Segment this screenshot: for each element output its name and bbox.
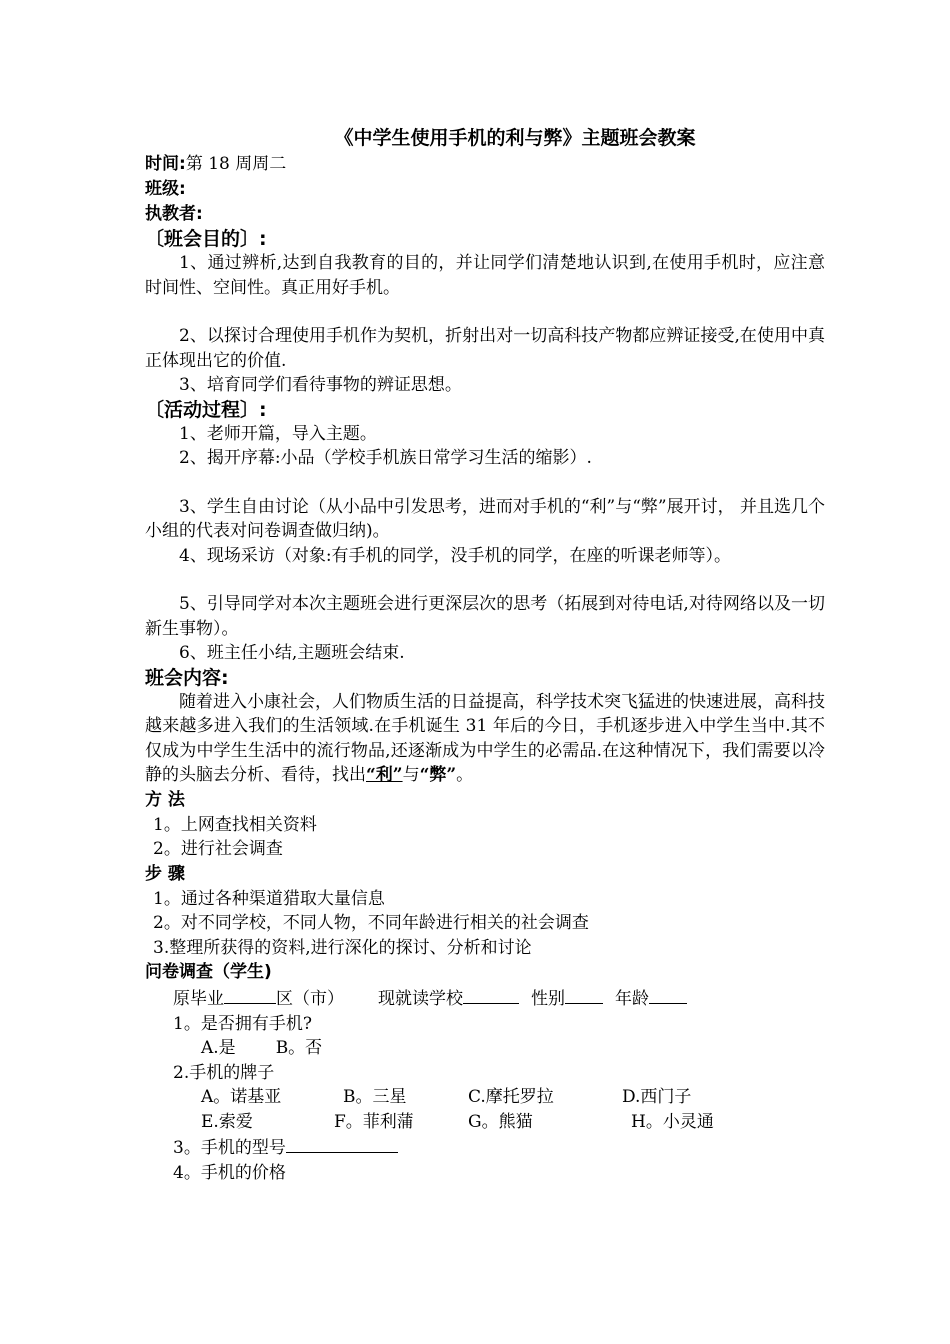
process-heading: 〔活动过程〕: [145,398,267,421]
q2-option-b[interactable]: B。三星 [343,1087,407,1107]
survey-q4: 4。手机的价格 [173,1162,286,1183]
survey-fields-row [145,985,825,1012]
q2-option-g[interactable]: G。熊猫 [468,1111,533,1132]
q2-option-f[interactable]: F。菲利蒲 [334,1111,414,1132]
process-item: 5、引导同学对本次主题班会进行更深层次的思考（拓展到对待电话,对待网络以及一切新生事物）。 [145,594,825,639]
word-and: 与 [402,765,420,785]
document-title: 《中学生使用手机的利与弊》主题班会教案 [334,127,696,149]
goal-item: 1、通过辨析,达到自我教育的目的，并让同学们清楚地认识到,在使用手机时，应注意时间性、空间性。真正用好手机。 [145,253,825,298]
class-label: 班级: [145,179,186,199]
method-heading: 方 法 [145,789,185,810]
age-label: 年龄 [615,989,649,1009]
q1-option-b[interactable]: B。否 [275,1038,323,1058]
content-text: 随着进入小康社会，人们物质生活的日益提高，科学技术突飞猛进的快速进展，高科技越来越多进入我们的生活领域.在手机诞生 31 年后的今日，手机逐步进入中学生当中.其不仅成为中学生生活中的流行物品,还逐渐成为中学生的必需品.在这种情况下，我们需要以冷静的头脑去分析、看待，找出 [145,691,825,785]
q2-options-row2 [145,1110,825,1135]
method-item: 2。进行社会调查 [153,839,283,859]
district-label: 区（市） [276,989,344,1009]
grad-blank[interactable] [224,985,276,1004]
survey-q2: 2.手机的牌子 [173,1062,275,1083]
time-value: 第 18 周周二 [185,154,287,174]
gender-label: 性别 [531,989,565,1009]
meta-teacher [145,202,825,227]
process-item: 2、揭开序幕:小品（学校手机族日常学习生活的缩影）. [179,448,592,468]
meta-time [145,152,825,177]
mark-li: “利” [366,765,403,785]
steps-item: 2。对不同学校，不同人物，不同年龄进行相关的社会调查 [153,913,589,933]
q2-options-row1 [145,1085,825,1110]
gender-blank[interactable] [565,985,603,1004]
content-paragraph [145,690,825,788]
survey-heading: 问卷调查（学生) [145,962,272,982]
document-content [145,124,825,1185]
q3-blank[interactable] [286,1134,398,1153]
content-heading: 班会内容: [145,666,229,689]
process-item: 1、老师开篇，导入主题。 [179,423,377,444]
time-label: 时间: [145,154,186,174]
q2-option-a[interactable]: A。诺基亚 [201,1087,282,1107]
age-blank[interactable] [649,985,687,1004]
q2-option-c[interactable]: C.摩托罗拉 [468,1087,554,1107]
school-blank[interactable] [463,985,519,1004]
process-item: 4、现场采访（对象:有手机的同学，没手机的同学，在座的听课老师等）。 [179,545,732,566]
goals-heading: 〔班会目的〕: [145,228,267,250]
goal-item: 2、以探讨合理使用手机作为契机，折射出对一切高科技产物都应辨证接受,在使用中真正体现出它的价值. [145,326,825,371]
q2-option-d[interactable]: D.西门子 [622,1087,692,1107]
process-item: 3、学生自由讨论（从小品中引发思考，进而对手机的“利”与“弊”展开讨， 并且选几个小组的代表对问卷调查做归纳)。 [145,496,825,541]
teacher-label: 执教者: [145,204,203,224]
method-item: 1。上网查找相关资料 [153,814,317,835]
meta-class [145,177,825,202]
q2-option-e[interactable]: E.索爱 [201,1111,253,1132]
survey-q1: 1。是否拥有手机? [173,1013,312,1034]
goal-item: 3、培育同学们看待事物的辨证思想。 [179,375,462,395]
q2-option-h[interactable]: H。小灵通 [631,1111,714,1132]
steps-heading: 步 骤 [145,863,185,884]
mark-bi: “弊” [419,765,457,785]
process-item: 6、班主任小结,主题班会结束. [179,643,405,663]
school-label: 现就读学校 [378,989,463,1009]
content-end: 。 [456,765,474,785]
q3-label: 3。手机的型号 [173,1138,286,1158]
steps-item: 1。通过各种渠道猎取大量信息 [153,888,385,909]
steps-item: 3.整理所获得的资料,进行深化的探讨、分析和讨论 [153,937,532,958]
q1-option-a[interactable]: A.是 [201,1038,236,1058]
grad-label: 原毕业 [173,989,224,1009]
survey-q3 [145,1134,825,1161]
q1-options [145,1036,825,1061]
